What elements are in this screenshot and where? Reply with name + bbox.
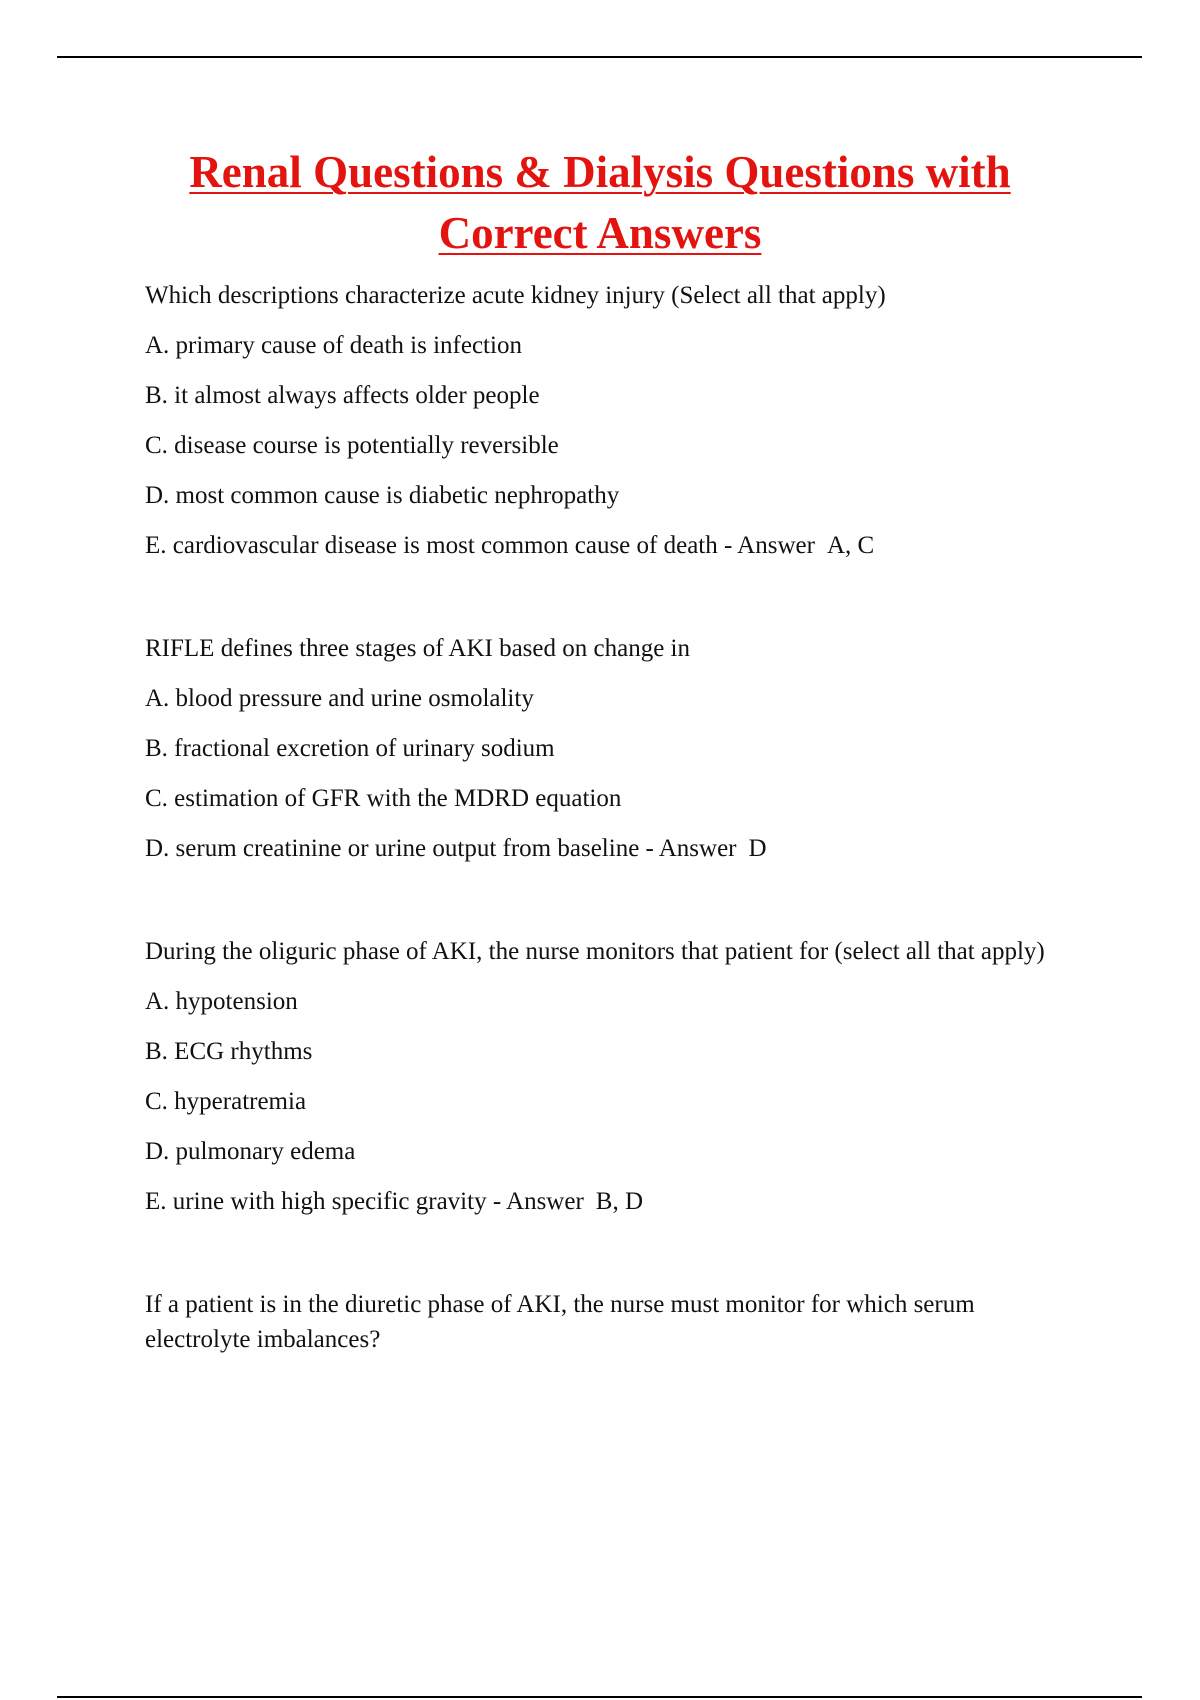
question-3-option-e: E. urine with high specific gravity - Answer	[145, 1188, 584, 1215]
question-3-options	[145, 984, 1085, 1219]
question-2-stem: RIFLE defines three stages of AKI based on change in	[145, 635, 690, 662]
question-3	[145, 934, 1085, 1219]
question-2-option-d-row	[145, 831, 1085, 866]
question-2	[145, 631, 1085, 866]
question-1-option-a: A. primary cause of death is infection	[145, 332, 522, 359]
question-1-option-c: C. disease course is potentially reversible	[145, 432, 559, 459]
question-3-option-d: D. pulmonary edema	[145, 1138, 356, 1165]
document-title-line-2: Correct Answers	[438, 208, 762, 258]
question-2-answer: D	[748, 835, 767, 862]
question-3-option-a: A. hypotension	[145, 988, 298, 1015]
question-1-stem: Which descriptions characterize acute kidney injury (Select all that apply)	[145, 282, 886, 309]
question-2-option-d: D. serum creatinine or urine output from baseline - Answer	[145, 835, 737, 862]
question-1-option-e: E. cardiovascular disease is most common cause of death - Answer	[145, 532, 815, 559]
bottom-rule	[57, 1696, 1142, 1698]
question-1-option-e-row	[145, 528, 1085, 563]
question-4	[145, 1287, 1085, 1357]
question-3-option-c: C. hyperatremia	[145, 1088, 307, 1115]
question-2-option-a: A. blood pressure and urine osmolality	[145, 685, 534, 712]
question-1	[145, 278, 1085, 563]
document-title	[0, 142, 1200, 264]
document-title-line-1: Renal Questions & Dialysis Questions with	[189, 147, 1011, 197]
question-1-option-d: D. most common cause is diabetic nephropathy	[145, 482, 620, 509]
question-2-options	[145, 681, 1085, 866]
question-1-option-b: B. it almost always affects older people	[145, 382, 540, 409]
question-list	[145, 278, 1085, 1372]
question-3-answer: B, D	[595, 1188, 644, 1215]
question-2-option-c: C. estimation of GFR with the MDRD equation	[145, 785, 622, 812]
top-rule	[57, 56, 1142, 58]
question-3-option-b: B. ECG rhythms	[145, 1038, 313, 1065]
question-4-stem: If a patient is in the diuretic phase of AKI, the nurse must monitor for which serum electrolyte imbalances?	[145, 1291, 975, 1353]
question-3-option-e-row	[145, 1184, 1085, 1219]
question-1-options	[145, 328, 1085, 563]
question-1-answer: A, C	[826, 532, 875, 559]
question-3-stem: During the oliguric phase of AKI, the nurse monitors that patient for (select all that apply)	[145, 938, 1045, 965]
question-2-option-b: B. fractional excretion of urinary sodium	[145, 735, 555, 762]
